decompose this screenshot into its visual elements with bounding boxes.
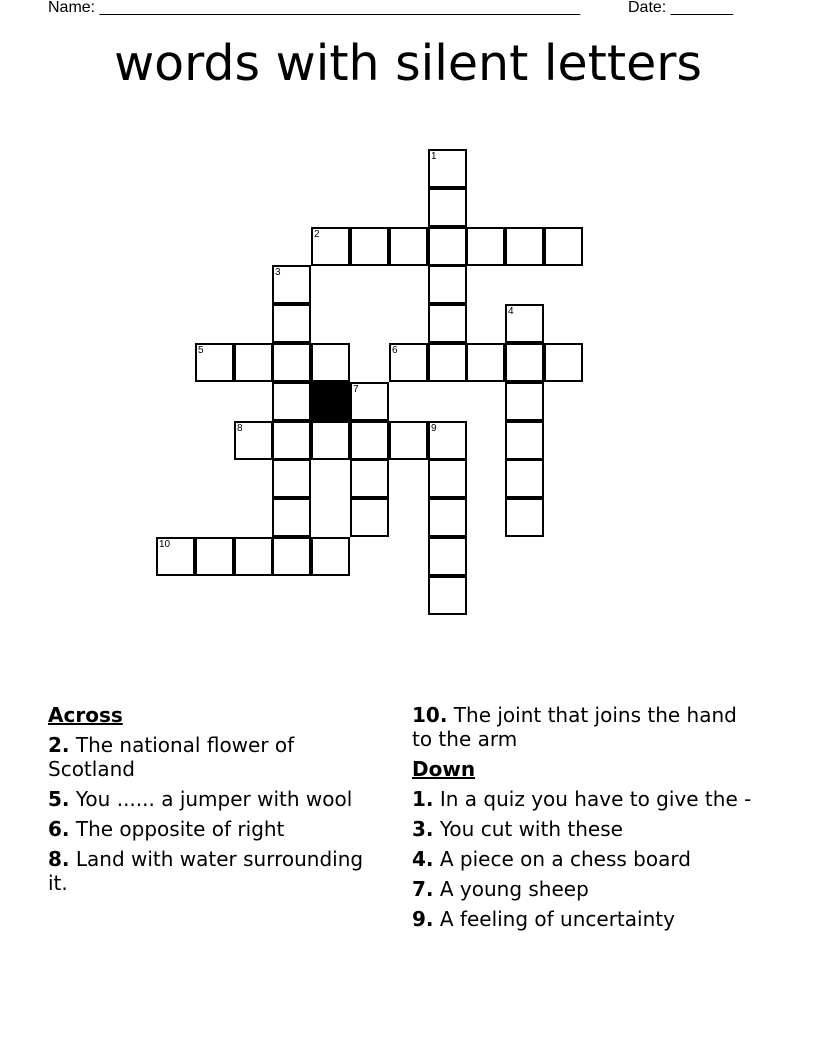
clue-text: A young sheep	[439, 877, 589, 901]
grid-cell[interactable]	[544, 343, 583, 382]
cell-number: 6	[392, 345, 398, 356]
grid-cell[interactable]	[428, 265, 467, 304]
across-heading: Across	[48, 703, 123, 727]
clue-across-5	[48, 787, 378, 811]
clue-number: 2.	[48, 733, 70, 757]
clue-text: You cut with these	[439, 817, 623, 841]
cell-number: 8	[237, 423, 243, 434]
grid-cell[interactable]	[389, 343, 428, 382]
grid-cell[interactable]	[350, 459, 389, 498]
grid-cell[interactable]	[428, 304, 467, 343]
grid-cell[interactable]	[466, 343, 505, 382]
clue-text: Land with water surrounding it.	[48, 847, 364, 895]
clue-number: 5.	[48, 787, 70, 811]
grid-cell[interactable]	[272, 382, 311, 421]
grid-cell[interactable]	[311, 421, 350, 460]
grid-cell[interactable]	[505, 343, 544, 382]
grid-cell[interactable]	[195, 343, 234, 382]
clue-text: The opposite of right	[75, 817, 285, 841]
clue-text: The national flower of Scotland	[48, 733, 295, 781]
grid-cell[interactable]	[505, 304, 544, 343]
grid-cell[interactable]	[505, 421, 544, 460]
grid-cell[interactable]	[311, 537, 350, 576]
clue-across-2	[48, 733, 378, 781]
clue-number: 6.	[48, 817, 70, 841]
grid-cell[interactable]	[272, 265, 311, 304]
clue-down-1	[412, 787, 752, 811]
grid-cell[interactable]	[428, 343, 467, 382]
grid-cell[interactable]	[428, 498, 467, 537]
clue-down-9	[412, 907, 752, 931]
cell-number: 5	[198, 345, 204, 356]
clue-down-7	[412, 877, 752, 901]
grid-cell[interactable]	[311, 343, 350, 382]
grid-cell[interactable]	[272, 421, 311, 460]
grid-cell[interactable]	[389, 227, 428, 266]
clue-number: 10.	[412, 703, 448, 727]
clue-text: A feeling of uncertainty	[439, 907, 675, 931]
clue-number: 3.	[412, 817, 434, 841]
grid-cell[interactable]	[350, 382, 389, 421]
clue-number: 4.	[412, 847, 434, 871]
grid-cell[interactable]	[195, 537, 234, 576]
grid-cell[interactable]	[466, 227, 505, 266]
grid-cell[interactable]	[350, 227, 389, 266]
grid-cell[interactable]	[272, 459, 311, 498]
grid-cell[interactable]	[428, 227, 467, 266]
clue-text: The joint that joins the hand to the arm	[412, 703, 737, 751]
cell-number: 10	[159, 539, 171, 550]
grid-cell[interactable]	[272, 537, 311, 576]
grid-cell[interactable]	[234, 343, 273, 382]
clue-text: A piece on a chess board	[439, 847, 691, 871]
clue-text: In a quiz you have to give the -	[439, 787, 752, 811]
grid-cell[interactable]	[311, 227, 350, 266]
grid-block	[311, 382, 350, 421]
grid-cell[interactable]	[428, 459, 467, 498]
grid-cell[interactable]	[350, 498, 389, 537]
clue-across-8	[48, 847, 378, 895]
grid-cell[interactable]	[272, 498, 311, 537]
clue-across-6	[48, 817, 378, 841]
grid-cell[interactable]	[234, 421, 273, 460]
grid-cell[interactable]	[428, 188, 467, 227]
clue-down-4	[412, 847, 752, 871]
grid-cell[interactable]	[544, 227, 583, 266]
grid-cell[interactable]	[389, 421, 428, 460]
cell-number: 3	[275, 267, 281, 278]
grid-cell[interactable]	[234, 537, 273, 576]
clue-number: 1.	[412, 787, 434, 811]
grid-cell[interactable]	[156, 537, 195, 576]
clue-down-3	[412, 817, 752, 841]
clue-across-10	[412, 703, 752, 751]
cell-number: 9	[431, 423, 437, 434]
grid-cell[interactable]	[272, 304, 311, 343]
grid-cell[interactable]	[428, 537, 467, 576]
clue-number: 8.	[48, 847, 70, 871]
cell-number: 4	[508, 306, 514, 317]
grid-cell[interactable]	[505, 382, 544, 421]
clue-text: You ...... a jumper with wool	[75, 787, 353, 811]
clue-number: 7.	[412, 877, 434, 901]
clues-column-right	[412, 703, 752, 937]
grid-cell[interactable]	[428, 576, 467, 615]
grid-cell[interactable]	[272, 343, 311, 382]
clues-column-left	[48, 703, 378, 901]
cell-number: 7	[353, 384, 359, 395]
name-field-label: Name: ______________________________________________________	[48, 0, 581, 16]
cell-number: 1	[431, 151, 437, 162]
grid-cell[interactable]	[428, 421, 467, 460]
grid-cell[interactable]	[505, 459, 544, 498]
cell-number: 2	[314, 229, 320, 240]
page-title: words with silent letters	[114, 35, 702, 92]
grid-cell[interactable]	[428, 149, 467, 188]
clue-number: 9.	[412, 907, 434, 931]
grid-cell[interactable]	[505, 498, 544, 537]
grid-cell[interactable]	[350, 421, 389, 460]
date-field-label: Date: _______	[628, 0, 733, 16]
down-heading: Down	[412, 757, 476, 781]
grid-cell[interactable]	[505, 227, 544, 266]
